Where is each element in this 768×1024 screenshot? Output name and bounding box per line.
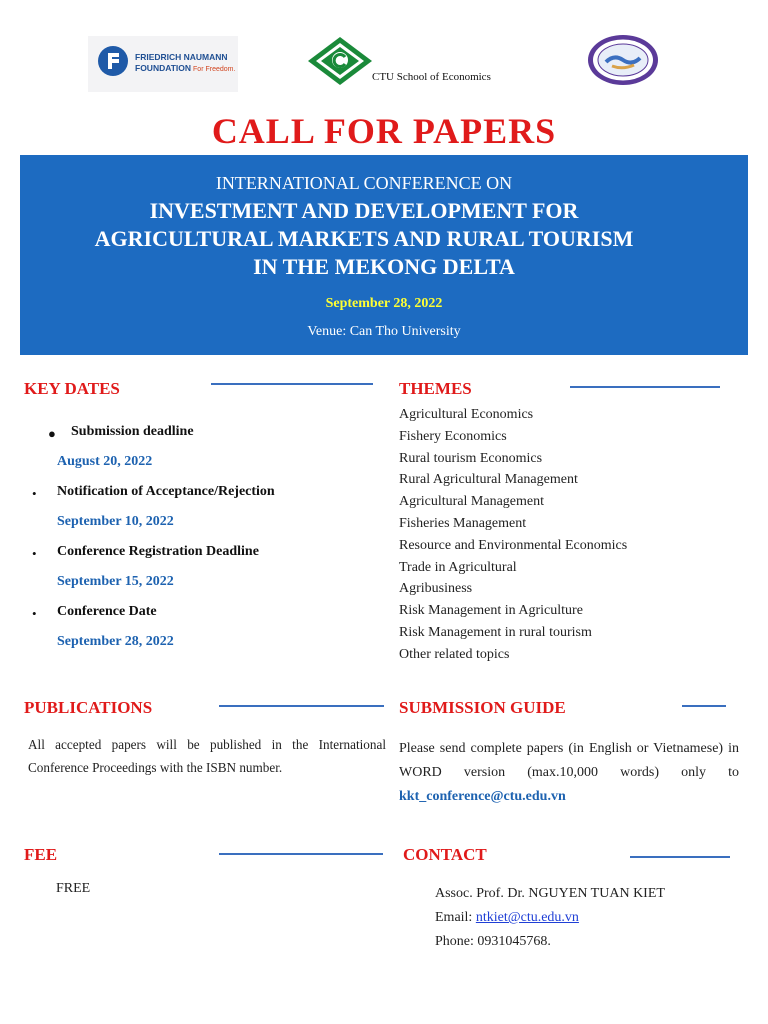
theme-item: Agricultural Management xyxy=(399,494,545,510)
banner-line-2: INVESTMENT AND DEVELOPMENT FOR xyxy=(149,198,579,223)
fnf-logo-foundation: FOUNDATION xyxy=(135,63,192,73)
key-dates-heading: KEY DATES xyxy=(24,379,120,398)
key-date-value-3: September 15, 2022 xyxy=(57,574,174,589)
conference-banner xyxy=(20,155,748,355)
friedrich-naumann-logo xyxy=(88,36,238,92)
theme-item: Fishery Economics xyxy=(399,428,507,444)
key-dates-divider xyxy=(211,383,373,385)
themes-list xyxy=(399,404,627,666)
bullet-dot-icon: • xyxy=(32,606,37,621)
key-date-value-1: August 20, 2022 xyxy=(57,454,153,469)
theme-item: Resource and Environmental Economics xyxy=(399,537,628,553)
fee-heading: FEE xyxy=(24,845,58,864)
contact-heading: CONTACT xyxy=(403,845,487,864)
theme-item: Agribusiness xyxy=(399,581,473,597)
bullet-dot-icon: • xyxy=(32,486,37,501)
themes-divider xyxy=(570,386,720,388)
key-date-label-3: Conference Registration Deadline xyxy=(57,544,259,559)
theme-item: Fisheries Management xyxy=(399,515,527,531)
page-title: CALL FOR PAPERS xyxy=(211,111,557,151)
fnf-emblem-icon xyxy=(98,46,128,76)
bullet-dot-icon: ● xyxy=(48,426,56,441)
banner-date: September 28, 2022 xyxy=(325,296,443,311)
contact-name: Assoc. Prof. Dr. NGUYEN TUAN KIET xyxy=(435,886,665,901)
publications-divider xyxy=(219,705,384,707)
publications-text: All accepted papers will be published in the International Conference Proceedings with the ISBN number. xyxy=(28,737,386,775)
contact-email-label: Email: xyxy=(435,910,476,925)
submission-text xyxy=(399,737,739,809)
contact-email-line xyxy=(435,910,579,926)
theme-item: Other related topics xyxy=(399,646,510,662)
contact-phone: Phone: 0931045768. xyxy=(435,934,551,949)
key-date-value-4: September 28, 2022 xyxy=(57,634,174,649)
ctu-logo xyxy=(306,36,374,86)
fnf-logo-line2 xyxy=(135,63,235,73)
fnf-logo-tagline: For Freedom. xyxy=(193,66,236,73)
ctu-school-name: CTU School of Economics xyxy=(372,71,491,83)
key-date-label-4: Conference Date xyxy=(57,604,157,619)
theme-item: Rural Agricultural Management xyxy=(399,472,578,488)
fee-value: FREE xyxy=(56,881,91,896)
banner-line-1: INTERNATIONAL CONFERENCE ON xyxy=(215,173,513,193)
submission-instructions: Please send complete papers (in English or Vietnamese) in WORD version (max.10,000 words) only to xyxy=(399,741,739,780)
banner-line-3: AGRICULTURAL MARKETS AND RURAL TOURISM xyxy=(94,226,634,251)
themes-heading: THEMES xyxy=(399,379,472,398)
publications-heading: PUBLICATIONS xyxy=(24,698,153,717)
key-date-label-1: Submission deadline xyxy=(71,424,194,439)
contact-divider xyxy=(630,856,730,858)
theme-item: Rural tourism Economics xyxy=(399,450,543,466)
theme-item: Risk Management in rural tourism xyxy=(399,624,592,640)
key-date-label-2: Notification of Acceptance/Rejection xyxy=(57,484,275,499)
submission-divider xyxy=(682,705,726,707)
key-date-value-2: September 10, 2022 xyxy=(57,514,174,529)
banner-venue: Venue: Can Tho University xyxy=(307,324,461,339)
theme-item: Risk Management in Agriculture xyxy=(399,603,583,619)
submission-guide-heading: SUBMISSION GUIDE xyxy=(399,698,566,717)
fee-divider xyxy=(219,853,383,855)
banner-line-4: IN THE MEKONG DELTA xyxy=(253,254,515,279)
theme-item: Agricultural Economics xyxy=(399,407,534,422)
university-seal-icon xyxy=(586,34,660,86)
bullet-dot-icon: • xyxy=(32,546,37,561)
theme-item: Trade in Agricultural xyxy=(399,559,517,575)
submission-email-link[interactable]: kkt_conference@ctu.edu.vn xyxy=(399,789,566,804)
fnf-logo-line1: FRIEDRICH NAUMANN xyxy=(135,52,228,62)
contact-email-link[interactable]: ntkiet@ctu.edu.vn xyxy=(475,910,579,925)
